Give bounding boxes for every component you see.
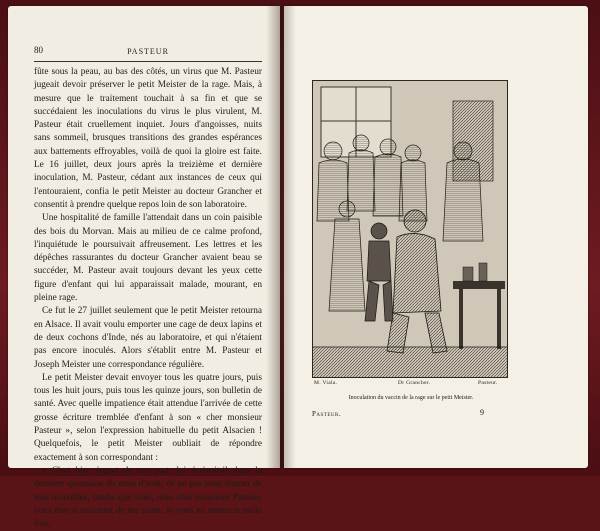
caption-name: Pasteur.: [478, 380, 498, 386]
caption-name: M. Viala.: [314, 380, 338, 386]
paragraph: « C'est bien ingrat de ma part, lui écrivait-il dans la dernière quinzaine du mois d'août, de ne pas vous donner de mes nouvelles, tandis que vous, mon cher monsieur Pasteur, vous êtes si soucieux de ma santé. Je vous en remercie mille fois,: [34, 465, 262, 530]
paragraph: Une hospitalité de famille l'attendait dans un coin paisible des bois du Morvan. Mais au milieu de ce calme profond, l'inquiétude le poursuivait affreusement. Les lettres et les dépêches rassurantes du docteur Grancher avaient beau se succéder, M. Pasteur avait toujours devant les yeux cette figure d'enfant qui lui apparaissait malade, mourant, en pleine rage.: [34, 213, 262, 304]
paragraph: Ce fut le 27 juillet seulement que le petit Meister retourna en Alsace. Il avait voulu emporter une cage de deux lapins et de deux cochons d'Inde, nés au laboratoire, et qui n'étaient pas encore inoculés. Alors s'établit entre M. Pasteur et Joseph Meister une correspondance régulière.: [34, 306, 262, 370]
running-title: PASTEUR: [127, 47, 169, 56]
paragraph: Le petit Meister devait envoyer tous les quatre jours, puis tous les huit jours, puis tous les quinze jours, son bulletin de santé. Avec quelle impatience était attendue l'arrivée de cette grosse écriture tremblée d'enfant à son « cher monsieur Pasteur », selon l'expression habituelle du petit Alsacien ! Quelquefois, le petit Meister oubliait de répondre exactement à son correspondant :: [34, 372, 262, 463]
paragraph: fûte sous la peau, au bas des côtés, un virus que M. Pasteur jugeait devoir préserver le petit Meister de la rage. Mais, à mesure que le traitement touchait à sa fin et que se succédaient les inoculations du virus le plus virulent, M. Pasteur était cruellement inquiet. Jours d'angoisses, nuits sans sommeil, brusques transitions des grandes espérances aux battements effroyables, voilà de quoi la gloire est faite. Le 16 juillet, deux jours après la treizième et dernière inoculation, M. Pasteur, cédant aux instances de ceux qui l'entouraient, confia le petit Meister au docteur Grancher et consentit à prendre quelque repos loin de son laboratoire.: [34, 67, 262, 210]
page-footer-title: Pasteur.: [312, 410, 342, 418]
engraving-illustration: [312, 80, 508, 378]
page-number: 80: [34, 45, 43, 55]
head-rule: [34, 61, 262, 62]
signature-mark: 9: [480, 408, 484, 417]
left-body-text: [34, 66, 262, 531]
book-gutter: [266, 6, 296, 468]
illustration-caption: Inoculation du vaccin de la rage sur le petit Meister.: [348, 395, 474, 401]
caption-name: Dr Grancher.: [398, 380, 431, 386]
